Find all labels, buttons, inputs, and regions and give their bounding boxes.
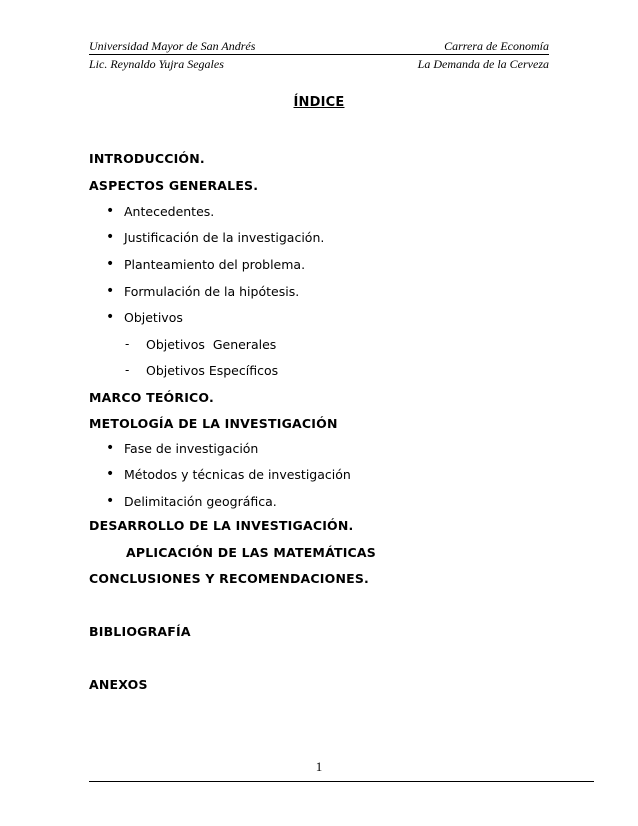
toc-objetivos-especificos: Objetivos Específicos	[146, 363, 279, 378]
toc-metodos: Métodos y técnicas de investigación	[124, 467, 351, 482]
bullet-icon: •	[106, 440, 115, 456]
toc-objetivos: Objetivos	[124, 310, 183, 325]
toc-aspectos-generales: ASPECTOS GENERALES.	[89, 178, 259, 193]
footer-divider	[89, 781, 594, 782]
toc-planteamiento: Planteamiento del problema.	[124, 257, 306, 272]
dash-icon: -	[125, 363, 130, 377]
bullet-icon: •	[106, 283, 115, 299]
page-header-top	[89, 39, 549, 55]
bullet-icon: •	[106, 466, 115, 482]
university-name: Universidad Mayor de San Andrés	[89, 39, 256, 53]
bullet-icon: •	[106, 229, 115, 245]
career-name: Carrera de Economía	[444, 39, 549, 53]
toc-marco-teorico: MARCO TEÓRICO.	[89, 390, 214, 405]
toc-objetivos-generales: Objetivos Generales	[146, 337, 277, 352]
page-title: ÍNDICE	[293, 95, 345, 110]
bullet-icon: •	[106, 203, 115, 219]
toc-antecedentes: Antecedentes.	[124, 204, 215, 219]
author-name: Lic. Reynaldo Yujra Segales	[89, 57, 224, 71]
toc-delimitacion: Delimitación geográfica.	[124, 494, 277, 509]
bullet-icon: •	[106, 256, 115, 272]
toc-anexos: ANEXOS	[89, 677, 148, 692]
toc-fase: Fase de investigación	[124, 441, 259, 456]
toc-introduccion: INTRODUCCIÓN.	[89, 151, 205, 166]
toc-conclusiones: CONCLUSIONES Y RECOMENDACIONES.	[89, 571, 369, 586]
toc-aplicacion: APLICACIÓN DE LAS MATEMÁTICAS	[126, 545, 377, 560]
bullet-icon: •	[106, 493, 115, 509]
toc-metodologia: METOLOGÍA DE LA INVESTIGACIÓN	[89, 416, 338, 431]
page-header-bottom	[89, 57, 549, 71]
toc-formulacion: Formulación de la hipótesis.	[124, 284, 300, 299]
toc-desarrollo: DESARROLLO DE LA INVESTIGACIÓN.	[89, 518, 354, 533]
document-subject: La Demanda de la Cerveza	[417, 57, 549, 71]
bullet-icon: •	[106, 309, 115, 325]
toc-justificacion: Justificación de la investigación.	[124, 230, 325, 245]
page-number: 1	[315, 759, 323, 774]
toc-bibliografia: BIBLIOGRAFÍA	[89, 624, 191, 639]
dash-icon: -	[125, 337, 130, 351]
